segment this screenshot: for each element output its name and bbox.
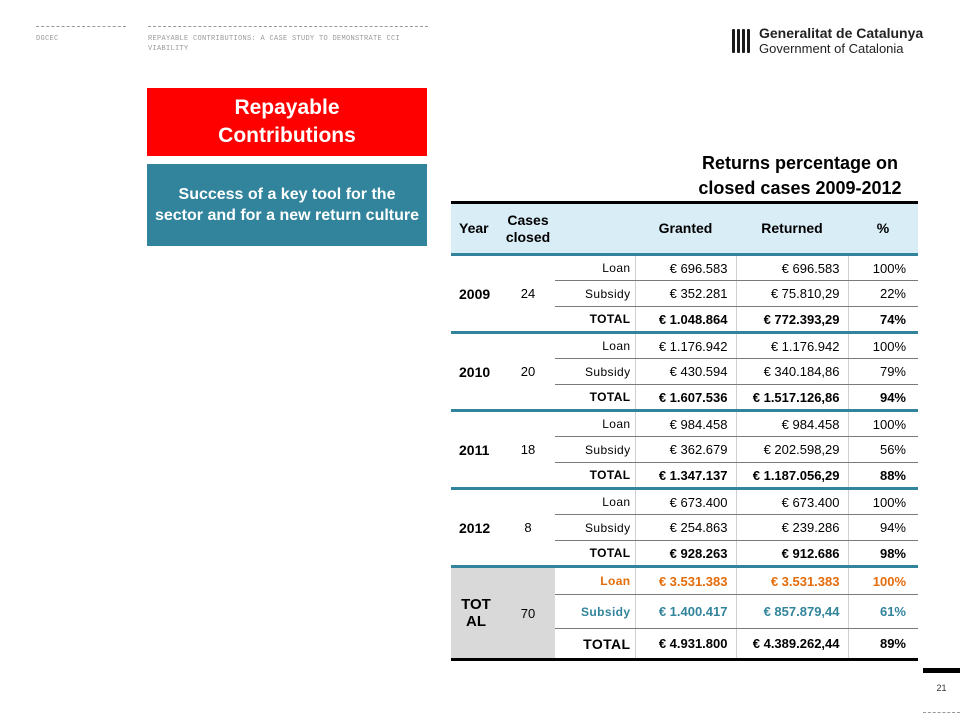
- returned-cell: € 673.400: [736, 489, 848, 515]
- type-cell: TOTAL: [555, 307, 635, 333]
- type-cell: Subsidy: [555, 515, 635, 541]
- page-number: 21: [936, 683, 947, 693]
- returned-cell: € 202.598,29: [736, 437, 848, 463]
- year-cell: 2011: [451, 411, 501, 489]
- subtitle-box: [147, 164, 427, 246]
- granted-cell: € 1.048.864: [635, 307, 736, 333]
- pct-cell: 56%: [848, 437, 918, 463]
- year-cell: 2009: [451, 255, 501, 333]
- grand-total-label: TOTAL: [451, 567, 501, 660]
- table-row: [451, 333, 918, 359]
- cases-cell: 20: [501, 333, 555, 411]
- header-granted: Granted: [635, 203, 736, 255]
- table-row: [451, 489, 918, 515]
- cases-cell: 8: [501, 489, 555, 567]
- type-cell: Subsidy: [555, 437, 635, 463]
- returned-cell: € 3.531.383: [736, 567, 848, 595]
- pct-cell: 100%: [848, 333, 918, 359]
- header-type: [555, 203, 635, 255]
- type-cell: Subsidy: [555, 595, 635, 629]
- pct-cell: 88%: [848, 463, 918, 489]
- granted-cell: € 696.583: [635, 255, 736, 281]
- header-cases-line-2: closed: [505, 228, 551, 245]
- header-pct: %: [848, 203, 918, 255]
- returns-table: [451, 201, 918, 661]
- granted-cell: € 362.679: [635, 437, 736, 463]
- type-cell: Subsidy: [555, 281, 635, 307]
- header-year: Year: [451, 203, 501, 255]
- returned-cell: € 75.810,29: [736, 281, 848, 307]
- type-cell: TOTAL: [555, 629, 635, 660]
- pct-cell: 22%: [848, 281, 918, 307]
- returned-cell: € 1.187.056,29: [736, 463, 848, 489]
- type-cell: Loan: [555, 411, 635, 437]
- type-cell: Loan: [555, 333, 635, 359]
- granted-cell: € 1.176.942: [635, 333, 736, 359]
- subtitle-text: Success of a key tool for the sector and for a new return culture: [154, 186, 420, 224]
- table-title: [640, 151, 960, 201]
- type-cell: TOTAL: [555, 463, 635, 489]
- pct-cell: 94%: [848, 385, 918, 411]
- table-header-row: [451, 203, 918, 255]
- logo-line-1: Generalitat de Catalunya: [759, 25, 924, 41]
- section-title-line-2: Contributions: [218, 124, 356, 147]
- returned-cell: € 857.879,44: [736, 595, 848, 629]
- returned-cell: € 912.686: [736, 541, 848, 567]
- type-cell: TOTAL: [555, 385, 635, 411]
- section-title-line-1: Repayable: [234, 96, 340, 119]
- grand-total-cases: 70: [501, 567, 555, 660]
- granted-cell: € 4.931.800: [635, 629, 736, 660]
- granted-cell: € 352.281: [635, 281, 736, 307]
- type-cell: Loan: [555, 567, 635, 595]
- type-cell: Loan: [555, 255, 635, 281]
- table-row: [451, 255, 918, 281]
- type-cell: Loan: [555, 489, 635, 515]
- type-cell: TOTAL: [555, 541, 635, 567]
- table-title-line-1: Returns percentage on: [701, 153, 899, 173]
- type-cell: Subsidy: [555, 359, 635, 385]
- grand-total-row: [451, 567, 918, 595]
- header-divider-left: [36, 26, 126, 27]
- header-returned: Returned: [736, 203, 848, 255]
- pct-cell: 100%: [848, 489, 918, 515]
- pct-cell: 79%: [848, 359, 918, 385]
- granted-cell: € 673.400: [635, 489, 736, 515]
- returned-cell: € 984.458: [736, 411, 848, 437]
- granted-cell: € 254.863: [635, 515, 736, 541]
- cases-cell: 18: [501, 411, 555, 489]
- granted-cell: € 1.347.137: [635, 463, 736, 489]
- returned-cell: € 340.184,86: [736, 359, 848, 385]
- header-cases: [501, 203, 555, 255]
- granted-cell: € 1.400.417: [635, 595, 736, 629]
- returned-cell: € 239.286: [736, 515, 848, 541]
- returned-cell: € 4.389.262,44: [736, 629, 848, 660]
- header-cases-line-1: Cases: [507, 211, 549, 228]
- pct-cell: 98%: [848, 541, 918, 567]
- pct-cell: 74%: [848, 307, 918, 333]
- generalitat-logo: [730, 26, 923, 56]
- header-doc-title: REPAYABLE CONTRIBUTIONS: A CASE STUDY TO DEMONSTRATE CCI VIABILITY: [148, 35, 401, 53]
- footer-divider: [923, 712, 960, 713]
- granted-cell: € 984.458: [635, 411, 736, 437]
- header-left-label: DGCEC: [36, 35, 59, 43]
- section-title-box: [147, 88, 427, 156]
- logo-line-2: Government of Catalonia: [759, 41, 904, 56]
- pct-cell: 61%: [848, 595, 918, 629]
- table-row: [451, 411, 918, 437]
- granted-cell: € 1.607.536: [635, 385, 736, 411]
- pct-cell: 100%: [848, 411, 918, 437]
- pct-cell: 100%: [848, 255, 918, 281]
- returned-cell: € 772.393,29: [736, 307, 848, 333]
- returned-cell: € 696.583: [736, 255, 848, 281]
- header-divider-right: [148, 26, 428, 27]
- returned-cell: € 1.517.126,86: [736, 385, 848, 411]
- year-cell: 2010: [451, 333, 501, 411]
- page-number-bar: [923, 668, 960, 673]
- granted-cell: € 430.594: [635, 359, 736, 385]
- pct-cell: 94%: [848, 515, 918, 541]
- pct-cell: 89%: [848, 629, 918, 660]
- granted-cell: € 928.263: [635, 541, 736, 567]
- pct-cell: 100%: [848, 567, 918, 595]
- table-title-line-2: closed cases 2009-2012: [698, 178, 902, 198]
- year-cell: 2012: [451, 489, 501, 567]
- cases-cell: 24: [501, 255, 555, 333]
- returned-cell: € 1.176.942: [736, 333, 848, 359]
- granted-cell: € 3.531.383: [635, 567, 736, 595]
- catalonia-emblem-icon: [730, 26, 752, 56]
